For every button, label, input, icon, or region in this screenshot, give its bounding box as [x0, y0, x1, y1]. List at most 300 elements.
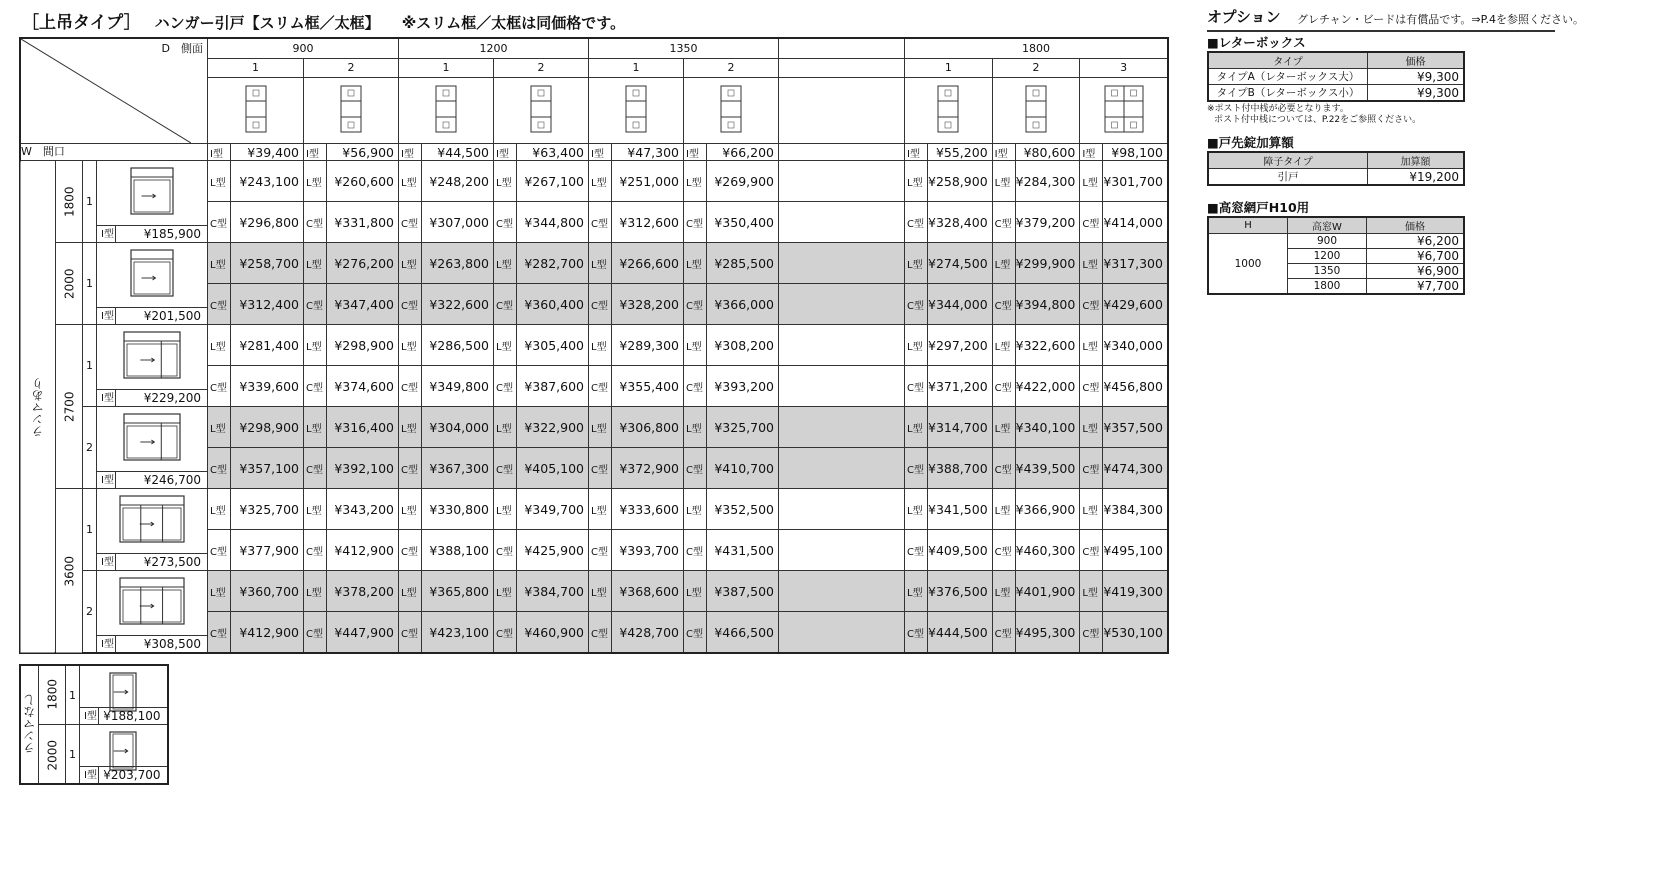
depth-group-header: 1350	[589, 38, 779, 58]
price-cell: ¥289,300	[612, 325, 684, 366]
blank-cell	[779, 407, 905, 448]
divider	[115, 636, 116, 652]
price-type-label: L型	[304, 571, 327, 612]
blank-cell	[779, 530, 905, 571]
price-cell: ¥352,500	[707, 489, 779, 530]
price-type-label: L型	[208, 571, 231, 612]
thumbnail-cell	[992, 78, 1080, 144]
screen-table	[1207, 216, 1465, 295]
price-cell: ¥305,400	[517, 325, 589, 366]
price-type-label: L型	[992, 489, 1015, 530]
door-image-cell	[97, 407, 208, 489]
price-cell: ¥466,500	[707, 612, 779, 654]
door-elevation-icon	[109, 672, 137, 712]
price-cell: ¥387,600	[517, 366, 589, 407]
door-image-cell	[97, 243, 208, 325]
letterbox-note-1: ※ポスト付中桟が必要となります。	[1207, 104, 1349, 114]
price-type-label: L型	[208, 325, 231, 366]
door-elevation-icon	[119, 577, 185, 625]
screen-w: 900	[1288, 234, 1367, 249]
price-cell: ¥39,400	[231, 144, 304, 161]
screen-title: ■高窓網戸H10用	[1207, 200, 1310, 215]
ranma-label: ランマあり	[20, 161, 56, 654]
letterbox-note-2: ポスト付中桟については、P.22をご参照ください。	[1214, 115, 1422, 125]
screen-header-h: H	[1208, 217, 1288, 234]
price-type-label: L型	[992, 571, 1015, 612]
price-type-label: I型	[589, 144, 612, 161]
price-type-label: L型	[399, 407, 422, 448]
thumbnail-cell	[684, 78, 779, 144]
price-cell: ¥460,900	[517, 612, 589, 654]
door-image-cell	[97, 489, 208, 571]
divider	[98, 767, 99, 783]
letterbox-table	[1207, 51, 1465, 102]
price-type-label: L型	[589, 489, 612, 530]
price-cell: ¥349,800	[422, 366, 494, 407]
price-table-with-ranma	[19, 37, 1169, 654]
price-type-label: L型	[992, 243, 1015, 284]
price-type-label: L型	[399, 489, 422, 530]
divider	[115, 554, 116, 570]
price-cell: ¥330,800	[422, 489, 494, 530]
price-type-label: L型	[905, 489, 928, 530]
thumbnail-cell	[779, 78, 905, 144]
base-type-label: I型	[101, 557, 114, 568]
price-cell: ¥274,500	[928, 243, 993, 284]
thumbnail-cell	[589, 78, 684, 144]
price-type-label: C型	[684, 612, 707, 654]
price-type-label: L型	[399, 161, 422, 202]
price-type-label: C型	[589, 530, 612, 571]
base-price: ¥229,200	[143, 391, 201, 405]
price-cell: ¥393,700	[612, 530, 684, 571]
price-cell: ¥276,200	[327, 243, 399, 284]
options-panel	[1207, 6, 1647, 295]
row-number: 1	[83, 325, 97, 407]
width-label: 2700	[56, 325, 83, 489]
price-cell: ¥379,200	[1015, 202, 1080, 243]
price-type-label: C型	[1080, 366, 1103, 407]
window-thumbnail-icon	[340, 85, 362, 133]
price-cell: ¥384,700	[517, 571, 589, 612]
price-cell: ¥243,100	[231, 161, 304, 202]
price-type-label: L型	[1080, 243, 1103, 284]
subcolumn-header: 2	[992, 58, 1080, 78]
base-price: ¥201,500	[143, 309, 201, 323]
price-cell: ¥325,700	[231, 489, 304, 530]
door-elevation-icon	[119, 495, 185, 543]
door-elevation-icon	[123, 413, 181, 461]
price-type-label: C型	[399, 530, 422, 571]
price-cell: ¥297,200	[928, 325, 993, 366]
price-type-label: L型	[1080, 489, 1103, 530]
price-cell: ¥269,900	[707, 161, 779, 202]
price-cell: ¥56,900	[327, 144, 399, 161]
price-cell: ¥308,200	[707, 325, 779, 366]
price-cell: ¥368,600	[612, 571, 684, 612]
price-type-label: L型	[494, 325, 517, 366]
subcolumn-header: 2	[304, 58, 399, 78]
price-cell: ¥298,900	[231, 407, 304, 448]
price-type-label: L型	[905, 407, 928, 448]
price-type-label: C型	[494, 202, 517, 243]
price-cell: ¥410,700	[707, 448, 779, 489]
letterbox-type: タイプA（レターボックス大）	[1208, 69, 1368, 85]
thumbnail-cell	[1080, 78, 1168, 144]
base-price: ¥188,100	[103, 709, 161, 723]
price-cell: ¥316,400	[327, 407, 399, 448]
price-type-label: C型	[1080, 612, 1103, 654]
price-type-label: C型	[399, 202, 422, 243]
price-type-label: C型	[684, 366, 707, 407]
base-price: ¥308,500	[143, 637, 201, 651]
lock-price: ¥19,200	[1368, 169, 1465, 186]
corner-width-label: W 間口	[21, 145, 65, 158]
letterbox-price: ¥9,300	[1368, 69, 1465, 85]
price-type-label: L型	[208, 243, 231, 284]
row-number: 1	[83, 243, 97, 325]
price-type-label: C型	[905, 530, 928, 571]
price-cell: ¥377,900	[231, 530, 304, 571]
price-cell: ¥425,900	[517, 530, 589, 571]
price-type-label: C型	[905, 612, 928, 654]
price-cell: ¥419,300	[1103, 571, 1168, 612]
blank-cell	[779, 243, 905, 284]
price-type-label: L型	[304, 489, 327, 530]
width-label: 1800	[39, 665, 66, 725]
price-type-label: C型	[992, 284, 1015, 325]
price-type-label: C型	[208, 202, 231, 243]
price-cell: ¥456,800	[1103, 366, 1168, 407]
window-thumbnail-icon	[530, 85, 552, 133]
price-cell: ¥474,300	[1103, 448, 1168, 489]
price-type-label: C型	[1080, 530, 1103, 571]
blank-cell	[779, 448, 905, 489]
window-thumbnail-icon	[1104, 85, 1144, 133]
width-label: 3600	[56, 489, 83, 654]
price-cell: ¥357,500	[1103, 407, 1168, 448]
price-cell: ¥98,100	[1103, 144, 1168, 161]
price-type-label: C型	[494, 448, 517, 489]
price-cell: ¥63,400	[517, 144, 589, 161]
price-cell: ¥340,100	[1015, 407, 1080, 448]
title-product: ハンガー引戸【スリム框／太框】	[154, 14, 380, 32]
i-type-price-row	[20, 144, 1168, 161]
price-type-label: I型	[304, 144, 327, 161]
price-cell: ¥429,600	[1103, 284, 1168, 325]
price-cell: ¥344,800	[517, 202, 589, 243]
price-cell: ¥258,900	[928, 161, 993, 202]
price-cell: ¥384,300	[1103, 489, 1168, 530]
price-type-label: C型	[905, 284, 928, 325]
options-divider	[1207, 30, 1555, 32]
price-cell: ¥372,900	[612, 448, 684, 489]
width-label: 2000	[39, 725, 66, 785]
price-type-label: C型	[494, 284, 517, 325]
title-note: ※スリム框／太框は同価格です。	[401, 14, 626, 32]
screen-price: ¥6,900	[1367, 264, 1465, 279]
price-type-label: L型	[208, 489, 231, 530]
lock-table	[1207, 151, 1465, 186]
price-type-label: L型	[684, 161, 707, 202]
price-cell: ¥393,200	[707, 366, 779, 407]
price-type-label: C型	[399, 284, 422, 325]
door-elevation-icon	[109, 731, 137, 771]
price-cell: ¥285,500	[707, 243, 779, 284]
row-number: 1	[66, 665, 80, 725]
price-type-label: L型	[208, 161, 231, 202]
blank-cell	[779, 284, 905, 325]
price-cell: ¥349,700	[517, 489, 589, 530]
price-table-no-ranma	[19, 664, 169, 785]
price-cell: ¥55,200	[928, 144, 993, 161]
price-cell: ¥299,900	[1015, 243, 1080, 284]
price-cell: ¥366,900	[1015, 489, 1080, 530]
price-cell: ¥343,200	[327, 489, 399, 530]
blank-cell	[779, 202, 905, 243]
price-type-label: I型	[684, 144, 707, 161]
price-type-label: C型	[589, 202, 612, 243]
price-type-label: C型	[208, 612, 231, 654]
price-cell: ¥251,000	[612, 161, 684, 202]
price-cell: ¥412,900	[327, 530, 399, 571]
price-type-label: C型	[208, 366, 231, 407]
price-type-label: L型	[684, 489, 707, 530]
price-cell: ¥374,600	[327, 366, 399, 407]
price-cell: ¥428,700	[612, 612, 684, 654]
price-type-label: L型	[1080, 325, 1103, 366]
price-cell: ¥347,400	[327, 284, 399, 325]
price-type-label: C型	[684, 284, 707, 325]
options-title: オプション	[1207, 8, 1281, 26]
price-cell: ¥328,200	[612, 284, 684, 325]
price-cell: ¥307,000	[422, 202, 494, 243]
price-type-label: L型	[1080, 161, 1103, 202]
price-row-l	[20, 489, 1168, 530]
price-cell: ¥314,700	[928, 407, 993, 448]
price-type-label: C型	[1080, 202, 1103, 243]
price-type-label: L型	[992, 161, 1015, 202]
price-type-label: C型	[905, 448, 928, 489]
price-cell: ¥284,300	[1015, 161, 1080, 202]
lock-type: 引戸	[1208, 169, 1368, 186]
price-cell: ¥340,000	[1103, 325, 1168, 366]
depth-header-row	[20, 38, 1168, 58]
letterbox-header-type: タイプ	[1208, 52, 1368, 69]
subcolumn-header	[779, 58, 905, 78]
price-type-label: L型	[494, 161, 517, 202]
subcolumn-header: 2	[684, 58, 779, 78]
price-row-l	[20, 407, 1168, 448]
price-type-label: L型	[684, 571, 707, 612]
price-type-label: I型	[208, 144, 231, 161]
row-number: 1	[83, 489, 97, 571]
price-row-l	[20, 325, 1168, 366]
price-cell: ¥387,500	[707, 571, 779, 612]
price-cell: ¥360,700	[231, 571, 304, 612]
price-type-label: C型	[684, 202, 707, 243]
price-type-label: C型	[1080, 284, 1103, 325]
price-type-label: L型	[905, 325, 928, 366]
blank-cell	[779, 366, 905, 407]
price-cell: ¥317,300	[1103, 243, 1168, 284]
subcolumn-header: 1	[208, 58, 304, 78]
price-type-label: C型	[589, 284, 612, 325]
price-cell: ¥431,500	[707, 530, 779, 571]
base-price: ¥246,700	[143, 473, 201, 487]
price-cell: ¥439,500	[1015, 448, 1080, 489]
title-type: ［上吊タイプ］	[22, 13, 141, 33]
price-cell: ¥47,300	[612, 144, 684, 161]
depth-group-header: 900	[208, 38, 399, 58]
letterbox-title: ■レターボックス	[1207, 35, 1306, 50]
base-price: ¥203,700	[103, 768, 161, 782]
door-elevation-icon	[130, 167, 174, 215]
price-type-label: L型	[494, 571, 517, 612]
thumbnail-cell	[905, 78, 993, 144]
price-row-l	[20, 571, 1168, 612]
price-type-label: C型	[399, 612, 422, 654]
price-cell: ¥444,500	[928, 612, 993, 654]
price-cell: ¥333,600	[612, 489, 684, 530]
price-row-l	[20, 161, 1168, 202]
subcolumn-header: 2	[494, 58, 589, 78]
price-type-label: C型	[208, 284, 231, 325]
price-type-label: L型	[304, 161, 327, 202]
lock-header-price: 加算額	[1368, 152, 1465, 169]
price-type-label: L型	[304, 243, 327, 284]
options-note: グレチャン・ビードは有償品です。⇒P.4を参照ください。	[1297, 13, 1584, 26]
price-cell: ¥322,900	[517, 407, 589, 448]
price-cell: ¥325,700	[707, 407, 779, 448]
width-label: 1800	[56, 161, 83, 243]
blank-cell	[779, 489, 905, 530]
price-type-label: L型	[304, 325, 327, 366]
screen-w: 1800	[1288, 279, 1367, 295]
price-cell: ¥394,800	[1015, 284, 1080, 325]
price-cell: ¥341,500	[928, 489, 993, 530]
price-cell: ¥355,400	[612, 366, 684, 407]
price-type-label: C型	[399, 448, 422, 489]
thumbnail-cell	[399, 78, 494, 144]
price-cell: ¥360,400	[517, 284, 589, 325]
letterbox-note	[1207, 104, 1647, 126]
price-cell: ¥281,400	[231, 325, 304, 366]
base-type-label: I型	[101, 393, 114, 404]
no-ranma-row	[20, 725, 168, 785]
base-type-label: I型	[101, 229, 114, 240]
door-image-cell	[97, 161, 208, 243]
letterbox-header-price: 価格	[1368, 52, 1465, 69]
price-cell: ¥392,100	[327, 448, 399, 489]
window-thumbnail-icon	[245, 85, 267, 133]
price-type-label: L型	[494, 243, 517, 284]
depth-group-header	[779, 38, 905, 58]
price-type-label: L型	[1080, 407, 1103, 448]
door-image-cell	[80, 665, 168, 725]
price-cell: ¥388,100	[422, 530, 494, 571]
base-type-label: I型	[84, 711, 97, 722]
price-type-label: L型	[399, 325, 422, 366]
price-type-label: I型	[1080, 144, 1103, 161]
price-type-label: C型	[399, 366, 422, 407]
base-type-label: I型	[84, 770, 97, 781]
divider	[98, 708, 99, 724]
price-type-label: L型	[589, 571, 612, 612]
price-cell: ¥495,100	[1103, 530, 1168, 571]
price-type-label: C型	[208, 530, 231, 571]
lock-header-type: 障子タイプ	[1208, 152, 1368, 169]
price-type-label: L型	[589, 243, 612, 284]
price-type-label: C型	[1080, 448, 1103, 489]
price-cell: ¥530,100	[1103, 612, 1168, 654]
price-cell: ¥388,700	[928, 448, 993, 489]
no-ranma-label: ランマなし	[20, 665, 39, 784]
thumbnail-cell	[494, 78, 589, 144]
price-cell: ¥267,100	[517, 161, 589, 202]
subcolumn-header: 1	[905, 58, 993, 78]
price-type-label: L型	[1080, 571, 1103, 612]
price-type-label: L型	[905, 243, 928, 284]
letterbox-type: タイプB（レターボックス小）	[1208, 85, 1368, 102]
door-image-cell	[97, 325, 208, 407]
price-type-label: L型	[905, 571, 928, 612]
screen-w: 1200	[1288, 249, 1367, 264]
price-type-label: C型	[304, 448, 327, 489]
price-cell: ¥350,400	[707, 202, 779, 243]
price-type-label: L型	[684, 325, 707, 366]
price-cell: ¥304,000	[422, 407, 494, 448]
price-cell: ¥306,800	[612, 407, 684, 448]
door-elevation-icon	[123, 331, 181, 379]
price-type-label: C型	[494, 530, 517, 571]
price-type-label: L型	[684, 243, 707, 284]
price-cell: ¥357,100	[231, 448, 304, 489]
window-thumbnail-icon	[625, 85, 647, 133]
price-type-label: C型	[494, 366, 517, 407]
price-type-label: L型	[304, 407, 327, 448]
price-type-label: L型	[992, 407, 1015, 448]
price-cell: ¥296,800	[231, 202, 304, 243]
depth-group-header: 1800	[905, 38, 1168, 58]
divider	[115, 226, 116, 242]
price-type-label: L型	[494, 407, 517, 448]
window-thumbnail-icon	[1025, 85, 1047, 133]
letterbox-price: ¥9,300	[1368, 85, 1465, 102]
price-type-label: L型	[494, 489, 517, 530]
blank-cell	[779, 612, 905, 654]
row-number: 2	[83, 407, 97, 489]
screen-header-w: 高窓W	[1288, 217, 1367, 234]
screen-price: ¥6,700	[1367, 249, 1465, 264]
price-type-label: L型	[208, 407, 231, 448]
subcolumn-header: 3	[1080, 58, 1168, 78]
price-cell: ¥460,300	[1015, 530, 1080, 571]
base-type-label: I型	[101, 311, 114, 322]
page-title	[22, 8, 625, 33]
price-cell: ¥405,100	[517, 448, 589, 489]
price-cell: ¥367,300	[422, 448, 494, 489]
window-thumbnail-icon	[937, 85, 959, 133]
base-type-label: I型	[101, 475, 114, 486]
lock-title: ■戸先錠加算額	[1207, 135, 1294, 150]
divider	[115, 390, 116, 406]
price-type-label: L型	[684, 407, 707, 448]
price-type-label: C型	[684, 530, 707, 571]
price-cell: ¥312,400	[231, 284, 304, 325]
price-cell: ¥447,900	[327, 612, 399, 654]
price-cell: ¥339,600	[231, 366, 304, 407]
